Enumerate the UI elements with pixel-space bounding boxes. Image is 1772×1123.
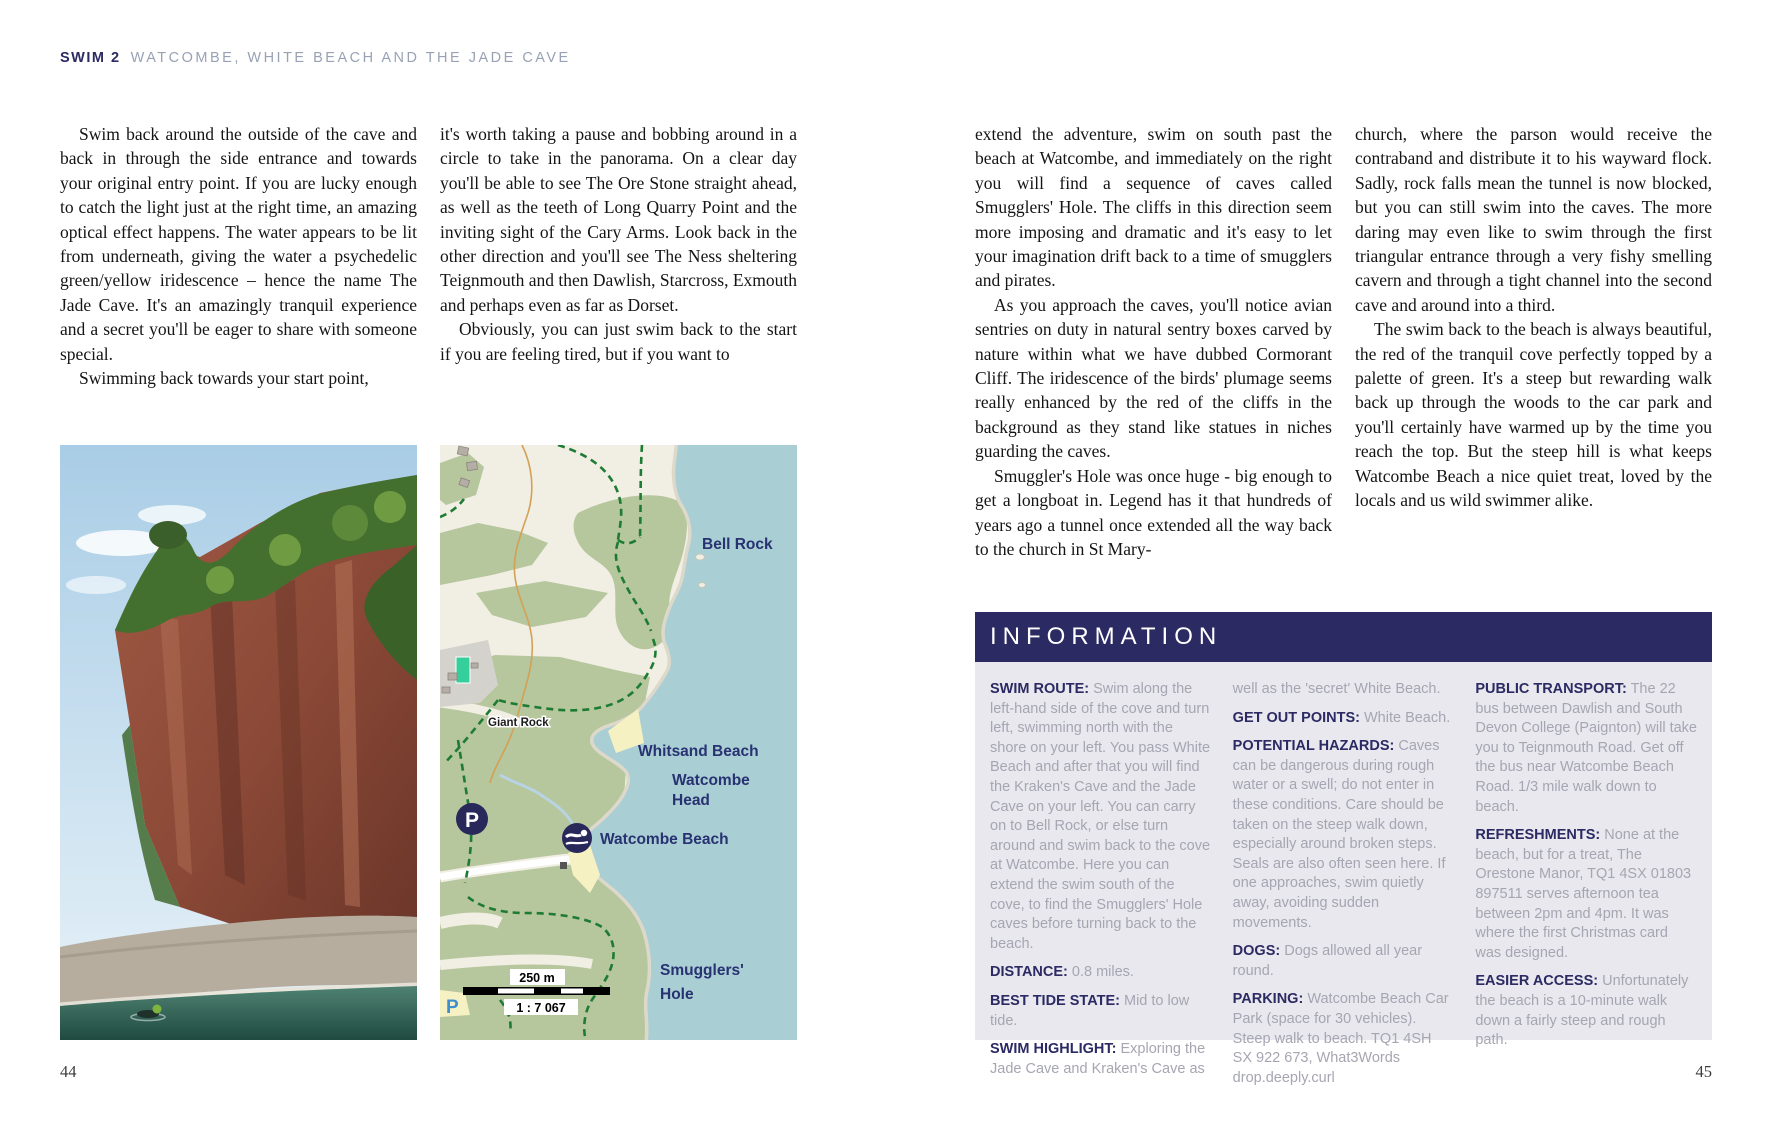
- info-text: The 22 bus between Dawlish and South Devon College (Paignton) will take you to Teignmouth Road. Get off the bus near Watcombe Beach Road. 1/3 mile walk down to beach.: [1475, 681, 1697, 815]
- info-label: SWIM ROUTE:: [990, 681, 1090, 697]
- body-paragraph: Obviously, you can just swim back to the start if you are feeling tired, but if you want to: [440, 319, 797, 364]
- parking-letter-small: P: [446, 997, 459, 1018]
- body-paragraph: Smuggler's Hole was once huge - big enough to get a longboat in. Legend has it that hundreds of years ago a tunnel once extended all the way back to the church in St Mary-: [975, 465, 1332, 559]
- right-page-column-2: [1355, 122, 1712, 513]
- info-entry-continuation: [1233, 680, 1455, 700]
- bush: [206, 566, 234, 594]
- info-label: GET OUT POINTS:: [1232, 709, 1360, 726]
- running-head: [60, 50, 571, 66]
- info-text: Exploring the Jade Cave and Kraken's Cave as: [990, 1041, 1206, 1077]
- swimmer-icon: [562, 823, 592, 853]
- bush: [332, 505, 368, 541]
- body-paragraph: The swim back to the beach is always beautiful, the red of the tranquil cove perfectly topped by a palette of green. It's a steep but rewarding walk back up through the woods to the car park and you'll certainly have warmed up by the time you reach the top. But the steep hill is what keeps Watcombe Beach a nice quiet treat, loved by the locals and us wild swimmer alike.: [1355, 319, 1712, 511]
- info-entry-dogs: [1233, 942, 1455, 981]
- left-page-column-1: [60, 122, 417, 390]
- map-label-watcombe-head-2: Head: [672, 792, 710, 809]
- page-number-right: 45: [1695, 1062, 1712, 1081]
- swim-number-label: SWIM 2: [60, 50, 121, 66]
- map-label-smugglers-hole: Smugglers': [660, 962, 744, 979]
- info-text: 0.8 miles.: [1067, 964, 1134, 981]
- information-title: INFORMATION: [990, 623, 1223, 650]
- map-label-watcombe-beach: Watcombe Beach: [600, 831, 729, 848]
- info-label: REFRESHMENTS:: [1475, 827, 1601, 844]
- info-label: POTENTIAL HAZARDS:: [1232, 738, 1395, 755]
- map-court: [456, 657, 470, 683]
- right-page-column-1: [975, 122, 1332, 561]
- info-entry-potential-hazards: [1233, 737, 1455, 933]
- body-paragraph: Swim back around the outside of the cave and back in through the side entrance and towards your original entry point. If you are lucky enough to catch the light just at the right time, an amazing optical effect happens. The water appears to be lit from underneath, giving the water a psychedelic green/yellow iridescence – hence the name The Jade Cave. It's an amazingly tranquil experience and a secret you'll be eager to share with someone special.: [60, 124, 417, 364]
- map-label-whitsand-beach: Whitsand Beach: [638, 743, 759, 760]
- information-column-2: [1232, 680, 1455, 1086]
- info-entry-best-tide-state: [990, 992, 1212, 1031]
- cliff-photo: [60, 445, 417, 1040]
- parking-icon: [456, 803, 488, 835]
- bush: [269, 534, 301, 566]
- left-page-column-2: [440, 122, 797, 366]
- info-label: PUBLIC TRANSPORT:: [1475, 681, 1627, 697]
- info-text: Unfortunately the beach is a 10-minute walk down a fairly steep and rough path.: [1475, 973, 1689, 1049]
- information-header-bar: [975, 612, 1712, 662]
- body-paragraph: it's worth taking a pause and bobbing around in a circle to take in the panorama. On a clear day you'll be able to see The Ore Stone straight ahead, as well as the teeth of Long Quarry Point and the inviting sight of the Cary Arms. Look back in the other direction and you'll see The Ness sheltering Teignmouth and then Dawlish, Starcross, Exmouth and perhaps even as far as Dorset.: [440, 124, 797, 315]
- info-label: EASIER ACCESS:: [1475, 973, 1599, 990]
- info-label: BEST TIDE STATE:: [990, 992, 1120, 1009]
- body-paragraph: As you approach the caves, you'll notice avian sentries on duty in natural sentry boxes carved by nature within what we have dubbed Cormorant Cliff. The iridescence of the birds' plumage seems really enhanced by the red of the cliffs in the background as they stand like statues in niches guarding the caves.: [975, 294, 1332, 462]
- info-label: SWIM HIGHLIGHT:: [990, 1041, 1117, 1058]
- route-map-art: [440, 445, 797, 1040]
- map-islet: [696, 554, 705, 560]
- info-text: Caves can be dangerous during rough water or a swell; do not enter in these conditions. Care should be taken on the steep walk down, especially around broken steps. Seals are also often seen here. If one approaches, swim quietly away, avoiding sudden movements.: [1232, 738, 1446, 931]
- info-label: DISTANCE:: [990, 964, 1068, 981]
- route-map: [440, 445, 797, 1040]
- map-label-bell-rock: Bell Rock: [702, 536, 773, 553]
- information-column-1: [990, 680, 1212, 1077]
- info-entry-distance: [990, 963, 1212, 983]
- body-paragraph: church, where the parson would receive the contraband and distribute it to his wayward flock. Sadly, rock falls mean the tunnel is now blocked, but you can still swim into the caves. The more daring may even like to swim through the first triangular entrance through a very fishy smelling cavern and through a tight channel into the second cave and around into a third.: [1355, 124, 1712, 315]
- map-beach-building: [560, 862, 567, 869]
- pinnacle-bush: [149, 521, 187, 549]
- info-entry-public-transport: [1475, 680, 1697, 817]
- info-entry-swim-highlight: [990, 1040, 1212, 1079]
- body-paragraph: Swimming back towards your start point,: [79, 368, 369, 389]
- svg-text:250 m: 250 m: [519, 971, 555, 985]
- info-label: DOGS:: [1232, 943, 1281, 960]
- info-entry-parking: [1233, 990, 1455, 1088]
- page-number-left: 44: [60, 1062, 77, 1081]
- info-text: Swim along the left-hand side of the cove and turn left, swimming north with the shore on your left. You pass White Beach and after that you will find the Kraken's Cave and the Jade Cave on your left. You can carry on to Bell Rock, or else turn around and swim back to the cove at Watcombe. Here you can extend the swim south of the cove, to find the Smugglers' Hole caves before turning back to the beach.: [990, 681, 1211, 952]
- info-entry-swim-route: [990, 680, 1212, 954]
- map-label-smugglers-hole-2: Hole: [660, 986, 694, 1003]
- info-entry-get-out-points: [1233, 709, 1455, 729]
- chapter-title: WATCOMBE, WHITE BEACH AND THE JADE CAVE: [130, 50, 571, 66]
- swimmer-green-cap: [153, 1005, 162, 1014]
- info-text: Watcombe Beach Car Park (space for 30 vehicles). Steep walk to beach. TQ1 4SH SX 922 673, What3Words drop.deeply.curl: [1232, 991, 1449, 1086]
- info-text: White Beach.: [1359, 709, 1451, 726]
- information-column-3: [1475, 680, 1697, 1049]
- info-text: Dogs allowed all year round.: [1232, 943, 1423, 979]
- info-text: None at the beach, but for a treat, The Orestone Manor, TQ1 4SX 01803 897511 serves afternoon tea between 2pm and 4pm. It was where the first Christmas card was designed.: [1475, 827, 1692, 961]
- bush: [374, 491, 406, 523]
- info-label: PARKING:: [1232, 991, 1304, 1008]
- svg-text:P: P: [464, 809, 480, 832]
- cliff-photo-art: [60, 445, 417, 1040]
- info-text: well as the 'secret' White Beach.: [1232, 681, 1441, 697]
- cloud: [66, 576, 126, 594]
- map-label-giant-rock: Giant Rock: [488, 717, 549, 729]
- map-label-watcombe-head: Watcombe: [672, 772, 750, 789]
- info-entry-easier-access: [1475, 972, 1697, 1050]
- body-paragraph: extend the adventure, swim on south past the beach at Watcombe, and immediately on the right you will find a sequence of caves called Smugglers' Hole. The cliffs in this direction seem more imposing and dramatic and it's easy to let your imagination drift back to a time of smugglers and pirates.: [975, 124, 1332, 291]
- info-entry-refreshments: [1475, 826, 1697, 963]
- map-islet: [699, 583, 706, 588]
- svg-text:1 : 7 067: 1 : 7 067: [516, 1001, 566, 1015]
- info-text: Mid to low tide.: [990, 992, 1190, 1029]
